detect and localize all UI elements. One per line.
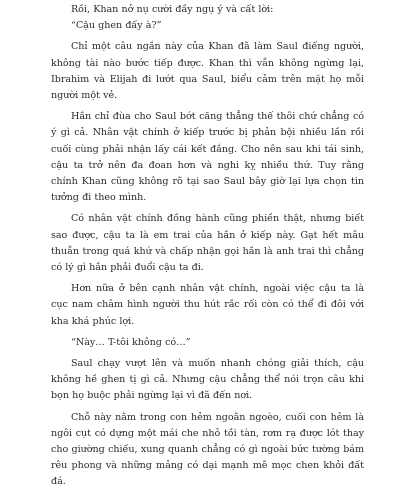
paragraph-saul-explain: Saul chạy vượt lên và muốn nhanh chóng giải thích, cậu không hề ghen tị gì cả. Nhưng cậu chẳng thể nói trọn câu khi bọn họ buộc phải ngừng lại vì đã đến nơi. <box>51 358 364 402</box>
paragraph-jealous-question: “Cậu ghen đấy à?” <box>71 20 162 32</box>
paragraph-companion: Có nhân vật chính đồng hành cũng phiền thật, nhưng biết sao được, cậu ta là em trai của hắn ở kiếp này. Gạt hết mâu thuẫn trong quá khứ và chấp nhận gọi hắn là anh trai thì chẳng có lý gì hắn phải đuổi cậu ta đi. <box>51 213 364 274</box>
paragraph-saul-denial: “Này… T-tôi không có…” <box>71 336 191 348</box>
paragraph-magnet: Hơn nữa ở bên cạnh nhân vật chính, ngoài việc cậu ta là cục nam châm hình người thu hút rắc rối còn có thể đi đôi với kha khá phúc lợi. <box>51 283 364 327</box>
paragraph-khan-smile: Rồi, Khan nở nụ cười đầy ngụ ý và cất lời: <box>71 4 274 15</box>
paragraph-khan-joke: Hắn chỉ đùa cho Saul bớt căng thẳng thế thôi chứ chẳng có ý gì cả. Nhân vật chính ở kiếp trước bị phản bội nhiều lần rồi cuối cùng phải nhận lấy cái kết đắng. Cho nên sau khi tái sinh, cậu ta trở nên đa đoan hơn và nghi kỵ nhiều thứ. Tuy rằng chính Khan cũng không rõ tại sao Saul bây giờ lại lựa chọn tin tưởng đi theo mình. <box>51 111 364 204</box>
paragraph-saul-stunned: Chỉ một câu ngắn này của Khan đã làm Saul điếng người, không tài nào bước tiếp được. Khan thì vẫn không ngừng lại, Ibrahim và Elijah đi lướt qua Saul, biểu cảm trên mặt họ mỗi người một vẻ. <box>51 41 364 102</box>
paragraph-alley: Chỗ này nằm trong con hẻm ngoằn ngoèo, cuối con hẻm là ngôi cụt có dựng một mái che nhỏ tồi tàn, rơm rạ được lót thay cho giường chiếu, xung quanh chẳng có gì ngoài bức tường bám rêu phong và những mảng có dại mạnh mẽ mọc chen khỏi đất đá. <box>51 411 364 488</box>
